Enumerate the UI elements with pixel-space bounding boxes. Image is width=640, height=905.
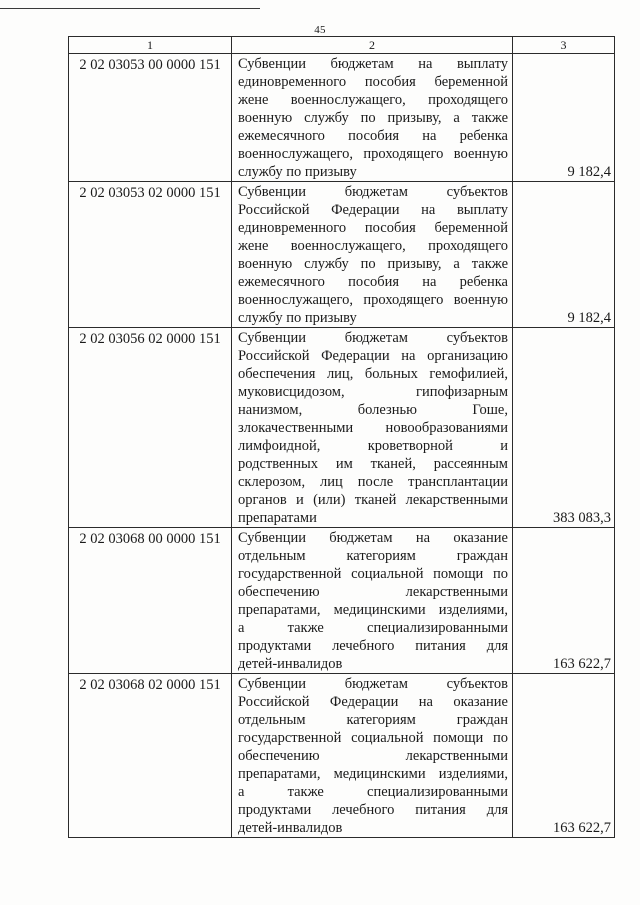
description-line: родственных им тканей, рассеянным: [238, 456, 508, 472]
description-line: детей-инвалидов: [238, 656, 343, 672]
description-line: препаратами, медицинскими изделиями,: [238, 602, 508, 618]
description-line: а также специализированными: [238, 784, 508, 800]
description-line: Субвенции бюджетам субъектов: [238, 184, 508, 200]
description: [232, 674, 513, 838]
top-rule: [0, 8, 260, 9]
description-line: службу по призыву: [238, 310, 357, 326]
table-row: [69, 328, 615, 528]
budget-code: 2 02 03053 02 0000 151: [69, 182, 232, 328]
description-line: военную службу по призыву, а также: [238, 110, 508, 126]
budget-code: 2 02 03068 00 0000 151: [69, 528, 232, 674]
description-line: детей-инвалидов: [238, 820, 343, 836]
description-line: ежемесячного пособия на ребенка: [238, 128, 508, 144]
description-line: Субвенции бюджетам на выплату: [238, 56, 508, 72]
description-line: а также специализированными: [238, 620, 508, 636]
description-line: склерозом, лиц после трансплантации: [238, 474, 508, 490]
column-header-code: 1: [69, 37, 232, 54]
amount: 383 083,3: [513, 328, 615, 528]
description-line: ежемесячного пособия на ребенка: [238, 274, 508, 290]
description: [232, 54, 513, 182]
description-line: обеспечению лекарственными: [238, 748, 508, 764]
table-row: [69, 182, 615, 328]
budget-code: 2 02 03068 02 0000 151: [69, 674, 232, 838]
description-line: продуктами лечебного питания для: [238, 638, 508, 654]
description-line: муковисцидозом, гипофизарным: [238, 384, 508, 400]
description-line: препаратами: [238, 510, 317, 526]
description-line: военную службу по призыву, а также: [238, 256, 508, 272]
description-line: Субвенции бюджетам на оказание: [238, 530, 508, 546]
table-row: [69, 54, 615, 182]
column-header-description: 2: [232, 37, 513, 54]
description-line: продуктами лечебного питания для: [238, 802, 508, 818]
budget-code: 2 02 03056 02 0000 151: [69, 328, 232, 528]
description-line: единовременного пособия беременной: [238, 220, 508, 236]
table-row: [69, 674, 615, 838]
description-line: обеспечения лиц, больных гемофилией,: [238, 366, 508, 382]
column-header-amount: 3: [513, 37, 615, 54]
amount: 9 182,4: [513, 182, 615, 328]
description-line: службу по призыву: [238, 164, 357, 180]
description-line: Субвенции бюджетам субъектов: [238, 676, 508, 692]
amount: 163 622,7: [513, 528, 615, 674]
page-number: 45: [314, 24, 326, 36]
description-line: нанизмом, болезнью Гоше,: [238, 402, 508, 418]
description-line: злокачественными новообразованиями: [238, 420, 508, 436]
description-line: органов и (или) тканей лекарственными: [238, 492, 508, 508]
description-line: военнослужащего, проходящего военную: [238, 146, 508, 162]
table-header-row: [69, 37, 615, 54]
amount: 163 622,7: [513, 674, 615, 838]
description-line: Субвенции бюджетам субъектов: [238, 330, 508, 346]
description: [232, 328, 513, 528]
description-line: единовременного пособия беременной: [238, 74, 508, 90]
amount: 9 182,4: [513, 54, 615, 182]
description-line: Российской Федерации на организацию: [238, 348, 508, 364]
description-line: препаратами, медицинскими изделиями,: [238, 766, 508, 782]
description-line: военнослужащего, проходящего военную: [238, 292, 508, 308]
description-line: лимфоидной, кроветворной и: [238, 438, 508, 454]
description-line: обеспечению лекарственными: [238, 584, 508, 600]
table-row: [69, 528, 615, 674]
description-line: отдельным категориям граждан: [238, 712, 508, 728]
description-line: жене военнослужащего, проходящего: [238, 92, 508, 108]
description-line: отдельным категориям граждан: [238, 548, 508, 564]
description: [232, 182, 513, 328]
description: [232, 528, 513, 674]
description-line: жене военнослужащего, проходящего: [238, 238, 508, 254]
description-line: Российской Федерации на оказание: [238, 694, 508, 710]
description-line: государственной социальной помощи по: [238, 730, 508, 746]
budget-table: [68, 36, 615, 838]
description-line: Российской Федерации на выплату: [238, 202, 508, 218]
budget-code: 2 02 03053 00 0000 151: [69, 54, 232, 182]
description-line: государственной социальной помощи по: [238, 566, 508, 582]
